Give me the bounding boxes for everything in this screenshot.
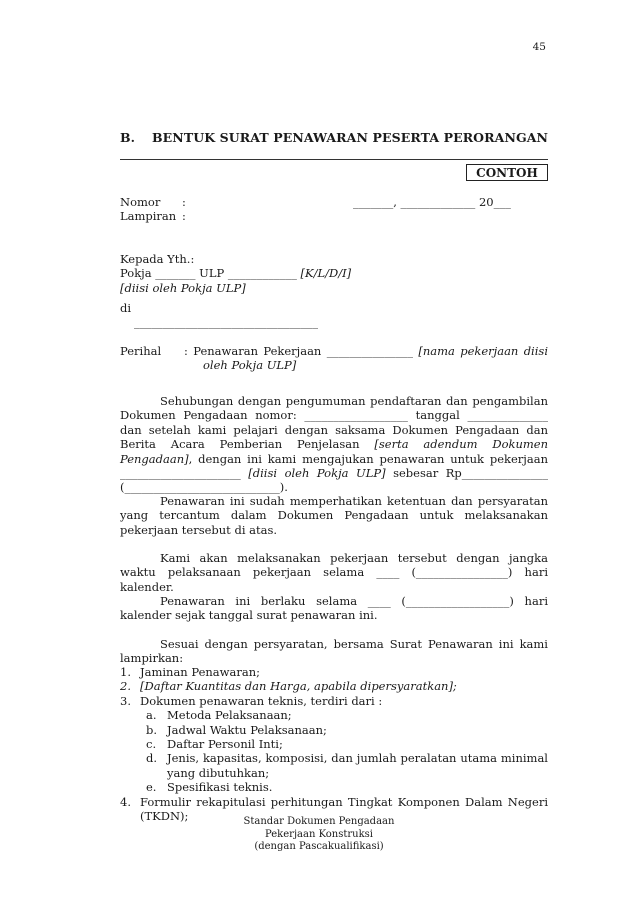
lampiran-colon: : bbox=[182, 209, 186, 223]
recipient-block bbox=[120, 252, 548, 295]
paragraph-5: Sesuai dengan persyaratan, bersama Surat Penawaran ini kami lampirkan: bbox=[120, 637, 548, 666]
section-title: BENTUK SURAT PENAWARAN PESERTA PERORANGAN bbox=[152, 130, 549, 145]
attachment-list bbox=[120, 665, 548, 823]
paragraph-2: Penawaran ini sudah memperhatikan ketentuan dan persyaratan yang tercantum dalam Dokumen Pengadaan untuk melaksanakan pekerjaan tersebut di atas. bbox=[120, 494, 548, 537]
footer-line-2: Pekerjaan Konstruksi bbox=[264, 828, 374, 840]
location-block bbox=[120, 301, 548, 330]
list-subitem: c. Daftar Personil Inti; bbox=[146, 737, 283, 752]
paragraph-3: Kami akan melaksanakan pekerjaan tersebut dengan jangka waktu pelaksanaan pekerjaan selama ____ (________________) hari kalender. bbox=[120, 551, 548, 594]
lampiran-row bbox=[120, 209, 548, 223]
list-item: 3. Dokumen penawaran teknis, terdiri dari : bbox=[120, 693, 383, 708]
paragraph-1: Sehubungan dengan pengumuman pendaftaran dan pengambilan Dokumen Pengadaan nomor: __________________ tanggal ______________ dan setelah kami pelajari dengan saksama Dokumen Pengadaan dan Berita Acara Pemberian Penjelasan [serta adendum Dokumen Pengadaan], dengan ini kami mengajukan penawaran untuk pekerjaan _____________________ [diisi oleh Pokja ULP] sebesar Rp_______________ (___________________________). bbox=[120, 394, 549, 495]
perihal-line1: Perihal : Penawaran Pekerjaan _______________ [nama pekerjaan diisi bbox=[120, 344, 548, 358]
list-item: 4. Formulir rekapitulasi perhitungan Tingkat Komponen Dalam Negeri (TKDN); bbox=[120, 794, 548, 824]
footer-line-3: (dengan Pascakualifikasi) bbox=[254, 841, 384, 852]
page-footer bbox=[0, 816, 638, 854]
date-line: _______, _____________ 20___ bbox=[353, 195, 511, 209]
location-di: di bbox=[120, 301, 132, 315]
lampiran-label: Lampiran bbox=[120, 209, 177, 223]
page-number: 45 bbox=[532, 41, 546, 53]
perihal-label: Perihal bbox=[120, 344, 162, 358]
paragraph-4: Penawaran ini berlaku selama ____ (__________________) hari kalender sejak tanggal surat penawaran ini. bbox=[120, 594, 548, 623]
footer-line-1: Standar Dokumen Pengadaan bbox=[243, 816, 395, 827]
section-heading bbox=[120, 131, 548, 145]
perihal-block bbox=[120, 344, 548, 373]
location-blank: ________________________________ bbox=[134, 315, 318, 330]
list-subitem: a. Metoda Pelaksanaan; bbox=[146, 708, 292, 723]
nomor-colon: : bbox=[182, 195, 186, 209]
list-subitem: b. Jadwal Waktu Pelaksanaan; bbox=[146, 722, 327, 737]
list-subitem: e. Spesifikasi teknis. bbox=[146, 780, 273, 795]
perihal-line2: oleh Pokja ULP] bbox=[203, 358, 297, 373]
list-subitem: d. Jenis, kapasitas, komposisi, dan jumlah peralatan utama minimal yang dibutuhkan; bbox=[146, 751, 548, 780]
heading-divider bbox=[120, 159, 548, 160]
contoh-badge: CONTOH bbox=[466, 164, 548, 181]
recipient-pokja: Pokja _______ ULP ____________ [K/L/D/I] bbox=[120, 266, 352, 281]
nomor-label: Nomor bbox=[120, 195, 161, 209]
recipient-note: [diisi oleh Pokja ULP] bbox=[120, 280, 246, 295]
list-item: 2. [Daftar Kuantitas dan Harga, apabila dipersyaratkan]; bbox=[120, 679, 457, 694]
recipient-greeting: Kepada Yth.: bbox=[120, 252, 195, 266]
nomor-row bbox=[120, 195, 548, 209]
section-letter: B. bbox=[120, 130, 136, 145]
list-item: 1. Jaminan Penawaran; bbox=[120, 665, 260, 679]
